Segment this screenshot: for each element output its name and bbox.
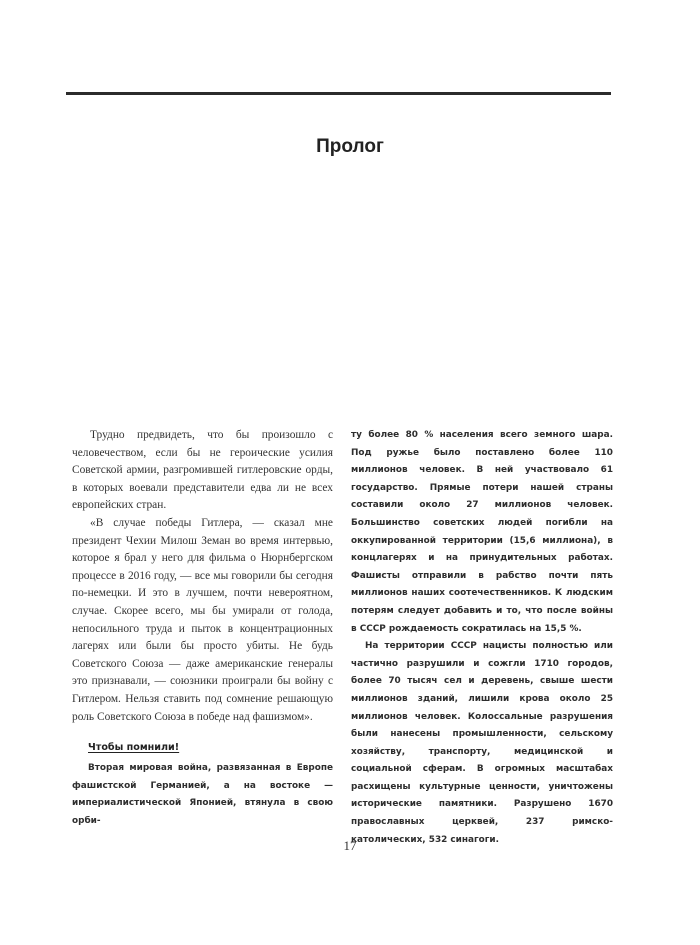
right-column: [351, 427, 613, 849]
page-number: 17: [343, 838, 357, 853]
header-rule: [66, 92, 611, 95]
war-paragraph-continued: ту более 80 % населения всего земного шара. Под ружье было поставлено более 110 миллионов человек. В ней участвовало 61 государство. Прямые потери нашей страны составили около 27 миллионов человек. Большинство советских людей погибли на оккупированной территории (15,6 миллиона), в концлагерях и на принудительных работах. Фашисты отправили в рабство почти пять миллионов наших соотечественников. К людским потерям следует добавить и то, что после войны в СССР рождаемость сократилась на 15,5 %.: [351, 430, 613, 634]
war-paragraph-start: Вторая мировая война, развязанная в Европе фашистской Германией, а на востоке — империалистической Японией, втянула в свою орби-: [72, 763, 333, 826]
quote-paragraph: «В случае победы Гитлера, — сказал мне президент Чехии Милош Земан во время интервью, которое я брал у него для фильма о Нюрнбергском процессе в 2016 году, — все мы говорили бы сегодня по-немецки. И это в лучшем, почти невероятном, случае. Скорее всего, мы бы умирали от голода, непосильного труда и пыток в концентрационных лагерях или были бы просто убиты. Не будь Советского Союза — даже американские генералы это признавали, — союзники проиграли бы войну с Гитлером. Нельзя ставить под сомнение решающую роль Советского Союза в победе над фашизмом».: [72, 516, 333, 723]
left-bold-text: [72, 760, 333, 830]
section-subheading: Чтобы помнили!: [88, 742, 180, 753]
destruction-paragraph: На территории СССР нацисты полностью или частично разрушили и сожгли 1710 городов, более 70 тысяч сел и деревень, свыше шести миллионов зданий, лишили крова около 25 миллионов человек. Колоссальные разрушения были нанесены промышленности, сельскому хозяйству, транспорту, медицинской и социальной сферам. В огромных масштабах расхищены культурные ценности, уничтожены исторические памятники. Разрушено 1670 православных церквей, 237 римско-католических, 532 синагоги.: [351, 641, 613, 845]
intro-paragraph: Трудно предвидеть, что бы произошло с человечеством, если бы не героические усилия Советской армии, разгромившей гитлеровские орды, в которых воевали представители едва ли не всех европейских стран.: [72, 429, 333, 512]
left-column: [72, 427, 333, 726]
chapter-title: Пролог: [316, 136, 384, 157]
